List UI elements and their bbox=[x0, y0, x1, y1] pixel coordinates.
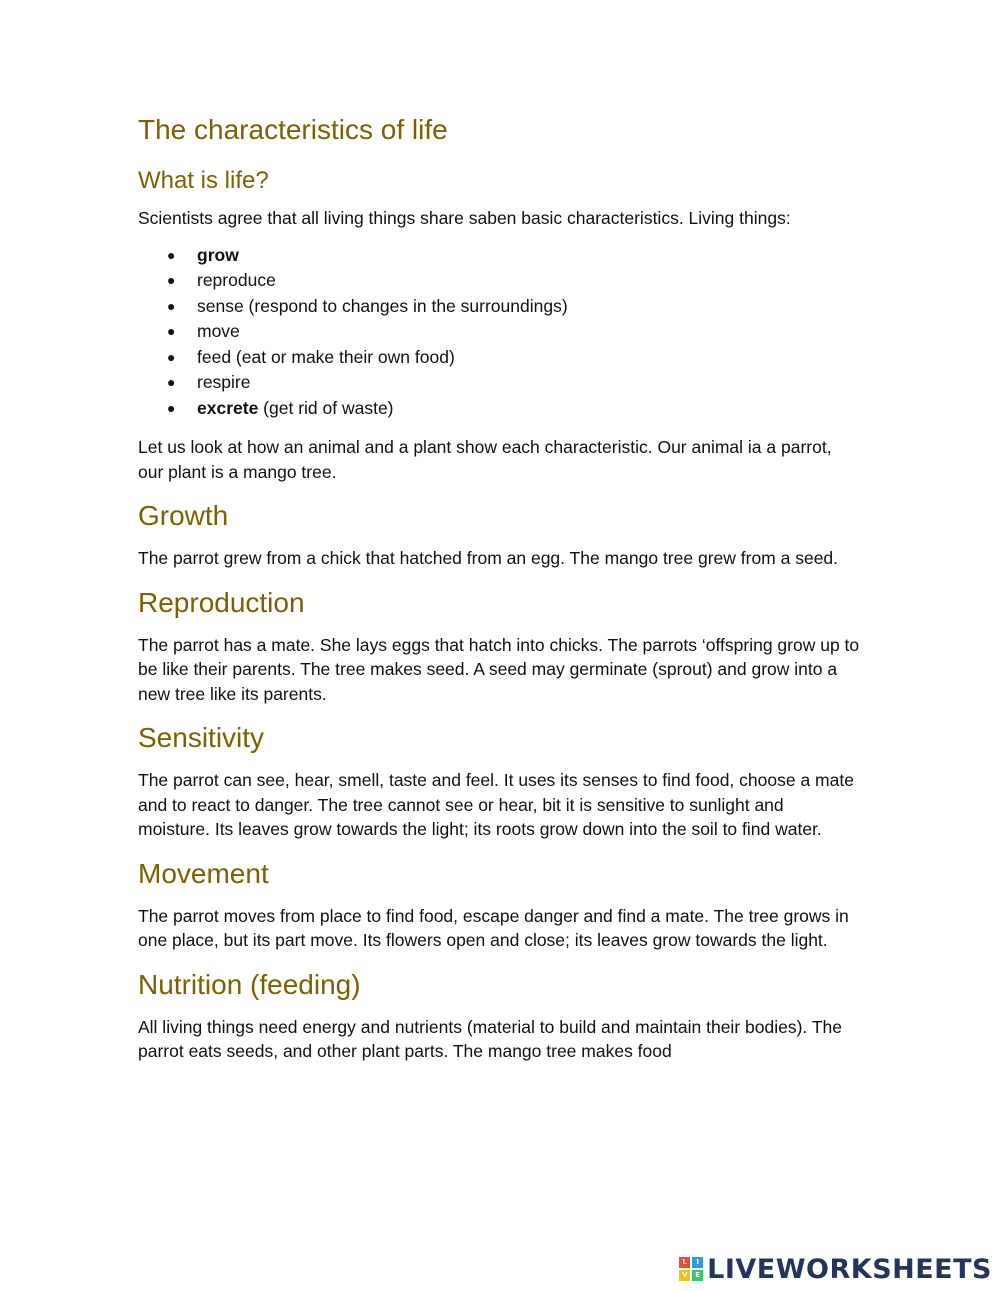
list-item: ● reproduce bbox=[138, 268, 860, 294]
bullet-icon: ● bbox=[167, 297, 176, 314]
logo-text: LIVEWORKSHEETS bbox=[707, 1253, 992, 1285]
lead-paragraph: Let us look at how an animal and a plant show each characteristic. Our animal ia a parrot, our plant is a mango tree. bbox=[138, 437, 832, 482]
bullet-icon: ● bbox=[167, 323, 176, 339]
characteristics-list bbox=[138, 243, 860, 422]
logo-letter-i: I bbox=[692, 1257, 703, 1268]
list-item: ● excrete (get rid of waste) bbox=[138, 396, 860, 422]
section-heading-nutrition: Nutrition (feeding) bbox=[138, 968, 361, 1000]
logo-letter-e: E bbox=[692, 1270, 703, 1281]
bullet-icon: ● bbox=[167, 272, 176, 288]
section-body-sensitivity: The parrot can see, hear, smell, taste and feel. It uses its senses to find food, choose a mate and to react to danger. The tree cannot see or hear, bit it is sensitive to sunlight and moisture. Its leaves grow towards the light; its roots grow down into the soil to find water. bbox=[138, 770, 854, 839]
section-body-nutrition: All living things need energy and nutrients (material to build and maintain their bodies). The parrot eats seeds, and other plant parts. The mango tree makes food bbox=[138, 1016, 842, 1061]
section-body-movement: The parrot moves from place to find food, escape danger and find a mate. The tree grows in one place, but its part move. Its flowers open and close; its leaves grow towards the light. bbox=[138, 905, 849, 950]
section-body-reproduction: The parrot has a mate. She lays eggs that hatch into chicks. The parrots ‘offspring grow up to be like their parents. The tree makes seed. A seed may germinate (sprout) and grow into a new tree like its parents. bbox=[138, 634, 860, 704]
section-body-growth: The parrot grew from a chick that hatched from an egg. The mango tree grew from a seed. bbox=[138, 548, 839, 568]
section-heading-what-is-life: What is life? bbox=[138, 167, 269, 194]
section-heading-growth: Growth bbox=[138, 500, 229, 531]
list-item: ● respire bbox=[138, 370, 860, 396]
liveworksheets-logo[interactable] bbox=[679, 1253, 992, 1285]
section-heading-reproduction: Reproduction bbox=[138, 586, 305, 618]
list-item: ● sense (respond to changes in the surroundings) bbox=[138, 294, 860, 320]
logo-icon bbox=[679, 1257, 703, 1281]
list-item: ● move bbox=[138, 319, 860, 345]
bullet-icon: ● bbox=[167, 374, 176, 390]
logo-letter-l: L bbox=[679, 1257, 690, 1268]
logo-letter-v: V bbox=[679, 1270, 690, 1281]
bullet-icon: ● bbox=[167, 348, 176, 365]
section-heading-movement: Movement bbox=[138, 857, 269, 889]
list-item: ● grow bbox=[138, 243, 860, 269]
document-page bbox=[138, 108, 860, 1076]
bullet-icon: ● bbox=[167, 246, 176, 263]
document-title: The characteristics of life bbox=[138, 114, 448, 145]
section-heading-sensitivity: Sensitivity bbox=[138, 722, 265, 753]
bullet-icon: ● bbox=[167, 399, 176, 416]
intro-paragraph: Scientists agree that all living things share saben basic characteristics. Living things: bbox=[138, 208, 791, 228]
list-item: ● feed (eat or make their own food) bbox=[138, 345, 860, 371]
